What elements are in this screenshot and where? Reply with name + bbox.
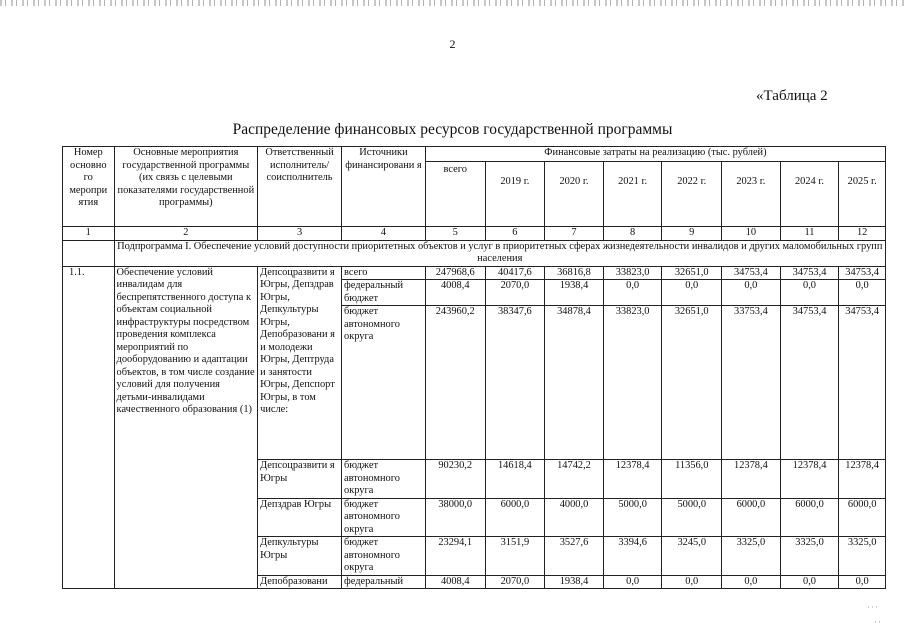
header-executor: Ответственный исполнитель/ соисполнитель [258, 147, 342, 227]
source-cell: бюджет автономного округа [342, 460, 426, 499]
item-activity: Обеспечение условий инвалидам для беспрепятственного доступа к объектам социальной инфраструктуры посредством проведения комплекса мероприятий по дооборудованию и адаптации объектов, в том числе создание условий для получения детьми-инвалидами качественного образования (1) [114, 266, 258, 589]
total-value-cell: 38000,0 [425, 498, 485, 537]
column-number: 11 [780, 227, 839, 241]
column-number: 5 [425, 227, 485, 241]
year-value-cell: 6000,0 [780, 498, 839, 537]
year-value-cell: 3394,6 [603, 537, 662, 576]
year-value-cell: 0,0 [839, 280, 886, 306]
year-value-cell: 34753,4 [839, 266, 886, 280]
year-value-cell: 12378,4 [722, 460, 781, 499]
source-cell: всего [342, 266, 426, 280]
header-year: 2025 г. [839, 162, 886, 227]
total-value-cell: 247968,6 [425, 266, 485, 280]
year-value-cell: 34753,4 [780, 306, 839, 460]
year-value-cell: 34753,4 [722, 266, 781, 280]
year-value-cell: 36816,8 [545, 266, 604, 280]
year-value-cell: 0,0 [839, 575, 886, 589]
year-value-cell: 5000,0 [603, 498, 662, 537]
total-value-cell: 4008,4 [425, 575, 485, 589]
year-value-cell: 33823,0 [603, 306, 662, 460]
column-number: 6 [485, 227, 545, 241]
year-value-cell: 3325,0 [722, 537, 781, 576]
year-value-cell: 40417,6 [485, 266, 545, 280]
header-year: 2022 г. [662, 162, 722, 227]
total-value-cell: 243960,2 [425, 306, 485, 460]
column-number: 3 [258, 227, 342, 241]
year-value-cell: 32651,0 [662, 306, 722, 460]
executor-cell: Депсоцразвити я Югры, Депздрав Югры, Депкультуры Югры, Депобразовани я и молодежи Югры, Дептруда и занятости Югры, Депспорт Югры, в том числе: [258, 266, 342, 460]
total-value-cell: 4008,4 [425, 280, 485, 306]
page-number: 2 [449, 37, 456, 51]
header-number: Номер основно го меропри ятия [63, 147, 115, 227]
scan-dots: ··· [867, 602, 879, 612]
item-number: 1.1. [63, 266, 115, 589]
year-value-cell: 12378,4 [780, 460, 839, 499]
year-value-cell: 14742,2 [545, 460, 604, 499]
year-value-cell: 34753,4 [839, 306, 886, 460]
year-value-cell: 11356,0 [662, 460, 722, 499]
subprogram-title: Подпрограмма I. Обеспечение условий доступности приоритетных объектов и услуг в приоритетных сферах жизнедеятельности инвалидов и других маломобильных групп населения [114, 240, 885, 266]
year-value-cell: 0,0 [662, 280, 722, 306]
year-value-cell: 34878,4 [545, 306, 604, 460]
year-value-cell: 0,0 [780, 575, 839, 589]
header-year: 2023 г. [722, 162, 781, 227]
column-number: 12 [839, 227, 886, 241]
year-value-cell: 3325,0 [780, 537, 839, 576]
executor-cell: Депздрав Югры [258, 498, 342, 537]
source-cell: федеральный бюджет [342, 280, 426, 306]
column-number: 7 [545, 227, 604, 241]
column-number: 9 [662, 227, 722, 241]
header-total: всего [425, 162, 485, 227]
source-cell: бюджет автономного округа [342, 306, 426, 460]
header-year: 2019 г. [485, 162, 545, 227]
year-value-cell: 3245,0 [662, 537, 722, 576]
total-value-cell: 23294,1 [425, 537, 485, 576]
header-activity: Основные мероприятия государственной программы (их связь с целевыми показателями государственной программы) [114, 147, 258, 227]
year-value-cell: 33753,4 [722, 306, 781, 460]
header-source: Источники финансировани я [342, 147, 426, 227]
executor-cell: Депкультуры Югры [258, 537, 342, 576]
empty-cell [63, 240, 115, 266]
column-number: 1 [63, 227, 115, 241]
source-cell: федеральный [342, 575, 426, 589]
header-year: 2021 г. [603, 162, 662, 227]
year-value-cell: 3151,9 [485, 537, 545, 576]
header-year: 2020 г. [545, 162, 604, 227]
year-value-cell: 12378,4 [839, 460, 886, 499]
column-number: 4 [342, 227, 426, 241]
year-value-cell: 0,0 [603, 575, 662, 589]
column-number: 10 [722, 227, 781, 241]
year-value-cell: 3325,0 [839, 537, 886, 576]
column-number: 8 [603, 227, 662, 241]
year-value-cell: 3527,6 [545, 537, 604, 576]
table-row [63, 266, 886, 280]
table-label: «Таблица 2 [756, 88, 828, 104]
year-value-cell: 0,0 [603, 280, 662, 306]
source-cell: бюджет автономного округа [342, 498, 426, 537]
source-cell: бюджет автономного округа [342, 537, 426, 576]
year-value-cell: 2070,0 [485, 575, 545, 589]
year-value-cell: 0,0 [662, 575, 722, 589]
total-value-cell: 90230,2 [425, 460, 485, 499]
year-value-cell: 32651,0 [662, 266, 722, 280]
header-costs: Финансовые затраты на реализацию (тыс. рублей) [425, 147, 885, 162]
scan-dots: ·· [874, 617, 882, 627]
column-number: 2 [114, 227, 258, 241]
year-value-cell: 4000,0 [545, 498, 604, 537]
financial-resources-table [62, 146, 886, 589]
year-value-cell: 0,0 [780, 280, 839, 306]
year-value-cell: 0,0 [722, 280, 781, 306]
year-value-cell: 6000,0 [722, 498, 781, 537]
year-value-cell: 2070,0 [485, 280, 545, 306]
header-year: 2024 г. [780, 162, 839, 227]
scan-top-edge [0, 0, 905, 6]
year-value-cell: 5000,0 [662, 498, 722, 537]
year-value-cell: 33823,0 [603, 266, 662, 280]
executor-cell: Депсоцразвити я Югры [258, 460, 342, 499]
year-value-cell: 14618,4 [485, 460, 545, 499]
executor-cell: Депобразовани [258, 575, 342, 589]
year-value-cell: 38347,6 [485, 306, 545, 460]
year-value-cell: 1938,4 [545, 575, 604, 589]
year-value-cell: 12378,4 [603, 460, 662, 499]
year-value-cell: 34753,4 [780, 266, 839, 280]
year-value-cell: 6000,0 [485, 498, 545, 537]
year-value-cell: 6000,0 [839, 498, 886, 537]
document-title: Распределение финансовых ресурсов государственной программы [232, 121, 673, 138]
year-value-cell: 1938,4 [545, 280, 604, 306]
year-value-cell: 0,0 [722, 575, 781, 589]
